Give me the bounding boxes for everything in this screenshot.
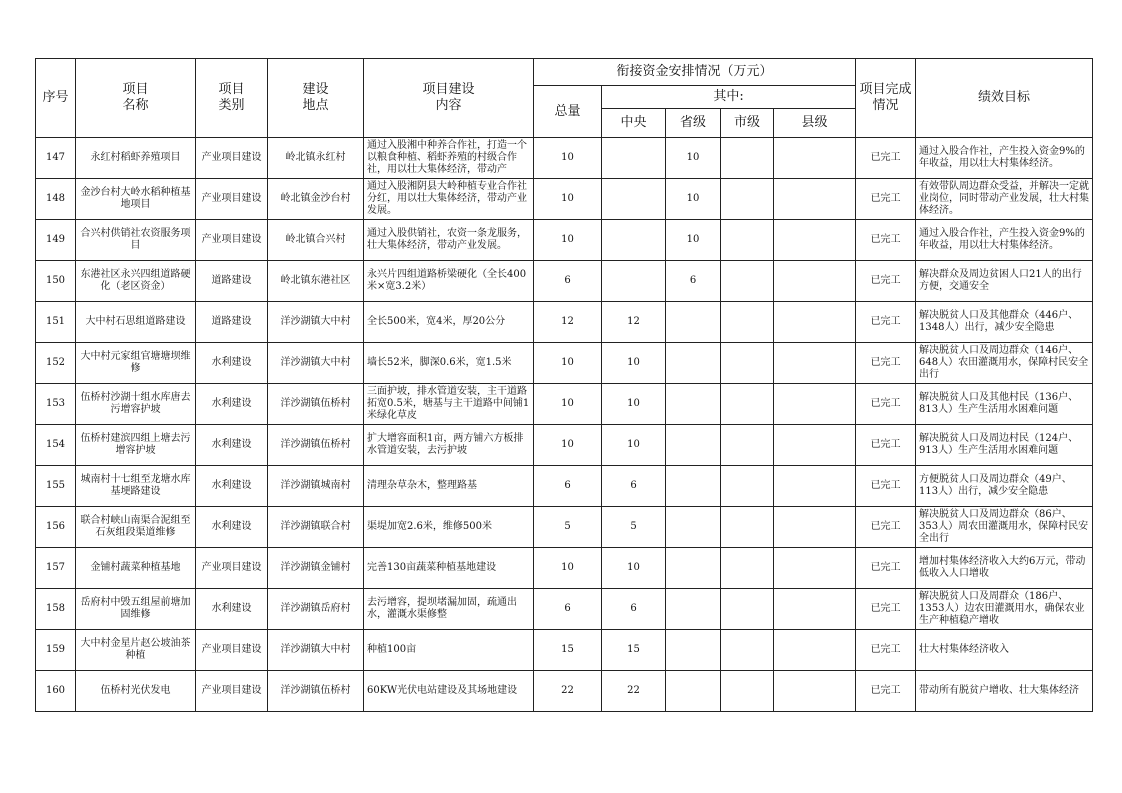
cell-status: 已完工 xyxy=(856,425,916,466)
cell-status: 已完工 xyxy=(856,630,916,671)
cell-seq: 151 xyxy=(36,302,76,343)
cell-location: 岭北镇永红村 xyxy=(268,138,364,179)
cell-total: 6 xyxy=(534,261,602,302)
cell-county xyxy=(774,671,856,712)
cell-content: 60KW光伏电站建设及其场地建设 xyxy=(364,671,534,712)
cell-type: 产业项目建设 xyxy=(196,671,268,712)
cell-total: 10 xyxy=(534,179,602,220)
cell-county xyxy=(774,425,856,466)
cell-target: 解决脱贫人口及其他群众（446户、1348人）出行，减少安全隐患 xyxy=(916,302,1093,343)
cell-provincial: 10 xyxy=(666,220,721,261)
cell-total: 15 xyxy=(534,630,602,671)
cell-status: 已完工 xyxy=(856,507,916,548)
cell-total: 10 xyxy=(534,425,602,466)
cell-type: 道路建设 xyxy=(196,261,268,302)
cell-city xyxy=(721,466,774,507)
cell-content: 墙长52米，脚深0.6米，宽1.5米 xyxy=(364,343,534,384)
cell-seq: 158 xyxy=(36,589,76,630)
cell-seq: 160 xyxy=(36,671,76,712)
cell-target: 解决脱贫人口及周群众（186户、1353人）边农田灌溉用水，确保农业生产种植稳产增收 xyxy=(916,589,1093,630)
cell-total: 10 xyxy=(534,138,602,179)
cell-type: 水利建设 xyxy=(196,343,268,384)
cell-provincial: 10 xyxy=(666,138,721,179)
cell-central: 6 xyxy=(602,589,666,630)
cell-county xyxy=(774,630,856,671)
cell-name: 伍桥村建滨四组上塘去污增容护坡 xyxy=(76,425,196,466)
cell-seq: 156 xyxy=(36,507,76,548)
cell-status: 已完工 xyxy=(856,589,916,630)
cell-content: 完善130亩蔬菜种植基地建设 xyxy=(364,548,534,589)
cell-type: 道路建设 xyxy=(196,302,268,343)
cell-name: 岳府村中毁五组屋前塘加固维修 xyxy=(76,589,196,630)
cell-type: 水利建设 xyxy=(196,425,268,466)
cell-seq: 148 xyxy=(36,179,76,220)
cell-name: 合兴村供销社农资服务项目 xyxy=(76,220,196,261)
table-row xyxy=(36,548,1093,589)
cell-city xyxy=(721,671,774,712)
cell-total: 6 xyxy=(534,466,602,507)
cell-provincial xyxy=(666,466,721,507)
cell-type: 水利建设 xyxy=(196,384,268,425)
cell-central xyxy=(602,220,666,261)
cell-location: 洋沙湖镇伍桥村 xyxy=(268,425,364,466)
cell-status: 已完工 xyxy=(856,138,916,179)
cell-type: 水利建设 xyxy=(196,589,268,630)
cell-provincial: 10 xyxy=(666,179,721,220)
cell-seq: 147 xyxy=(36,138,76,179)
col-header-content: 项目建设 内容 xyxy=(364,59,534,138)
cell-location: 岭北镇合兴村 xyxy=(268,220,364,261)
cell-seq: 159 xyxy=(36,630,76,671)
project-table xyxy=(35,58,1093,712)
table-row xyxy=(36,220,1093,261)
cell-content: 渠堤加宽2.6米，维修500米 xyxy=(364,507,534,548)
cell-county xyxy=(774,220,856,261)
table-row xyxy=(36,507,1093,548)
cell-type: 产业项目建设 xyxy=(196,548,268,589)
cell-content: 去污增容，提坝堵漏加固，疏通出水，灌溉水渠修整 xyxy=(364,589,534,630)
cell-provincial xyxy=(666,507,721,548)
cell-city xyxy=(721,220,774,261)
cell-county xyxy=(774,466,856,507)
table-body xyxy=(36,138,1093,712)
cell-provincial xyxy=(666,343,721,384)
cell-location: 洋沙湖镇伍桥村 xyxy=(268,384,364,425)
cell-name: 伍桥村光伏发电 xyxy=(76,671,196,712)
cell-status: 已完工 xyxy=(856,302,916,343)
table-row xyxy=(36,179,1093,220)
cell-central: 10 xyxy=(602,343,666,384)
cell-content: 永兴片四组道路桥梁硬化（全长400米×宽3.2米） xyxy=(364,261,534,302)
cell-seq: 149 xyxy=(36,220,76,261)
cell-seq: 153 xyxy=(36,384,76,425)
cell-total: 10 xyxy=(534,343,602,384)
cell-central: 10 xyxy=(602,548,666,589)
table-row xyxy=(36,589,1093,630)
cell-central: 5 xyxy=(602,507,666,548)
cell-county xyxy=(774,548,856,589)
cell-central: 10 xyxy=(602,425,666,466)
cell-provincial xyxy=(666,671,721,712)
cell-name: 永红村稻虾养殖项目 xyxy=(76,138,196,179)
cell-total: 22 xyxy=(534,671,602,712)
cell-content: 全长500米，宽4米，厚20公分 xyxy=(364,302,534,343)
cell-seq: 152 xyxy=(36,343,76,384)
col-header-location: 建设 地点 xyxy=(268,59,364,138)
table-row xyxy=(36,671,1093,712)
cell-seq: 157 xyxy=(36,548,76,589)
col-header-central: 中央 xyxy=(602,109,666,138)
cell-target: 带动所有脱贫户增收、壮大集体经济 xyxy=(916,671,1093,712)
cell-county xyxy=(774,507,856,548)
cell-content: 通过入股湘中种养合作社，打造一个以粮食种植、稻虾养殖的村级合作社，用以壮大集体经济，带动产 xyxy=(364,138,534,179)
col-header-of-which: 其中: xyxy=(602,86,856,109)
table-row xyxy=(36,302,1093,343)
cell-name: 金铺村蔬菜种植基地 xyxy=(76,548,196,589)
cell-target: 解决脱贫人口及其他村民（136户、813人）生产生活用水困难问题 xyxy=(916,384,1093,425)
table-row xyxy=(36,384,1093,425)
col-header-provincial: 省级 xyxy=(666,109,721,138)
cell-status: 已完工 xyxy=(856,548,916,589)
cell-content: 扩大增容面积1亩，两方铺六方板排水管道安装，去污护坡 xyxy=(364,425,534,466)
cell-central xyxy=(602,261,666,302)
cell-location: 洋沙湖镇大中村 xyxy=(268,343,364,384)
cell-central xyxy=(602,138,666,179)
cell-type: 水利建设 xyxy=(196,507,268,548)
cell-total: 10 xyxy=(534,384,602,425)
cell-city xyxy=(721,302,774,343)
cell-target: 通过入股合作社，产生投入资金9%的年收益，用以壮大村集体经济。 xyxy=(916,138,1093,179)
cell-city xyxy=(721,630,774,671)
cell-city xyxy=(721,261,774,302)
cell-status: 已完工 xyxy=(856,220,916,261)
cell-target: 增加村集体经济收入大约6万元，带动低收入人口增收 xyxy=(916,548,1093,589)
cell-target: 解决脱贫人口及周边群众（86户、353人）周农田灌溉用水，保障村民安全出行 xyxy=(916,507,1093,548)
cell-status: 已完工 xyxy=(856,384,916,425)
col-header-city: 市级 xyxy=(721,109,774,138)
cell-content: 三面护坡，排水管道安装，主干道路拓宽0.5米，塘基与主干道路中间铺1米绿化草皮 xyxy=(364,384,534,425)
col-header-type: 项目 类别 xyxy=(196,59,268,138)
cell-county xyxy=(774,589,856,630)
cell-provincial xyxy=(666,302,721,343)
cell-city xyxy=(721,548,774,589)
cell-type: 产业项目建设 xyxy=(196,220,268,261)
col-header-status: 项目完成 情况 xyxy=(856,59,916,138)
cell-provincial xyxy=(666,384,721,425)
cell-content: 通过入股湘阴县大岭种植专业合作社分红，用以壮大集体经济，带动产业发展。 xyxy=(364,179,534,220)
cell-total: 10 xyxy=(534,548,602,589)
cell-central: 15 xyxy=(602,630,666,671)
cell-city xyxy=(721,138,774,179)
cell-target: 壮大村集体经济收入 xyxy=(916,630,1093,671)
cell-total: 5 xyxy=(534,507,602,548)
cell-provincial xyxy=(666,548,721,589)
cell-name: 大中村元家组官塘塘坝维修 xyxy=(76,343,196,384)
cell-location: 洋沙湖镇大中村 xyxy=(268,630,364,671)
cell-name: 大中村石思组道路建设 xyxy=(76,302,196,343)
cell-city xyxy=(721,589,774,630)
table-row xyxy=(36,425,1093,466)
cell-content: 通过入股供销社，农资一条龙服务，壮大集体经济，带动产业发展。 xyxy=(364,220,534,261)
col-header-seq: 序号 xyxy=(36,59,76,138)
table-row xyxy=(36,261,1093,302)
table-row xyxy=(36,138,1093,179)
cell-type: 产业项目建设 xyxy=(196,630,268,671)
cell-target: 解决脱贫人口及周边群众（146户、648人）农田灌溉用水，保障村民安全出行 xyxy=(916,343,1093,384)
cell-content: 清理杂草杂木，整理路基 xyxy=(364,466,534,507)
cell-central xyxy=(602,179,666,220)
cell-location: 洋沙湖镇城南村 xyxy=(268,466,364,507)
cell-county xyxy=(774,261,856,302)
cell-name: 金沙台村大岭水稻种植基地项目 xyxy=(76,179,196,220)
cell-central: 22 xyxy=(602,671,666,712)
cell-status: 已完工 xyxy=(856,466,916,507)
cell-content: 种植100亩 xyxy=(364,630,534,671)
cell-seq: 154 xyxy=(36,425,76,466)
cell-central: 12 xyxy=(602,302,666,343)
cell-city xyxy=(721,179,774,220)
col-header-funding: 衔接资金安排情况（万元） xyxy=(534,59,856,86)
cell-name: 联合村峡山南渠合泥组至石灰组段渠道维修 xyxy=(76,507,196,548)
cell-name: 伍桥村沙湖十组水库唐去污增容护坡 xyxy=(76,384,196,425)
cell-county xyxy=(774,138,856,179)
cell-county xyxy=(774,384,856,425)
cell-county xyxy=(774,179,856,220)
cell-location: 岭北镇金沙台村 xyxy=(268,179,364,220)
cell-name: 城南村十七组至龙塘水库基埂路建设 xyxy=(76,466,196,507)
cell-location: 洋沙湖镇金铺村 xyxy=(268,548,364,589)
cell-total: 10 xyxy=(534,220,602,261)
cell-central: 6 xyxy=(602,466,666,507)
cell-total: 12 xyxy=(534,302,602,343)
cell-type: 水利建设 xyxy=(196,466,268,507)
cell-target: 通过入股合作社，产生投入资金9%的年收益，用以壮大村集体经济。 xyxy=(916,220,1093,261)
cell-city xyxy=(721,384,774,425)
cell-target: 方便脱贫人口及周边群众（49户、113人）出行，减少安全隐患 xyxy=(916,466,1093,507)
cell-provincial xyxy=(666,630,721,671)
cell-name: 东港社区永兴四组道路硬化（老区资金） xyxy=(76,261,196,302)
cell-type: 产业项目建设 xyxy=(196,179,268,220)
cell-status: 已完工 xyxy=(856,261,916,302)
cell-target: 解决群众及周边贫困人口21人的出行方便，交通安全 xyxy=(916,261,1093,302)
cell-total: 6 xyxy=(534,589,602,630)
cell-status: 已完工 xyxy=(856,179,916,220)
table-row xyxy=(36,466,1093,507)
cell-target: 解决脱贫人口及周边村民（124户、913人）生产生活用水困难问题 xyxy=(916,425,1093,466)
cell-county xyxy=(774,302,856,343)
col-header-total: 总量 xyxy=(534,86,602,138)
cell-location: 洋沙湖镇岳府村 xyxy=(268,589,364,630)
table-row xyxy=(36,343,1093,384)
col-header-county: 县级 xyxy=(774,109,856,138)
cell-city xyxy=(721,343,774,384)
cell-provincial xyxy=(666,425,721,466)
cell-seq: 155 xyxy=(36,466,76,507)
cell-city xyxy=(721,507,774,548)
cell-county xyxy=(774,343,856,384)
cell-seq: 150 xyxy=(36,261,76,302)
cell-provincial xyxy=(666,589,721,630)
cell-type: 产业项目建设 xyxy=(196,138,268,179)
cell-status: 已完工 xyxy=(856,343,916,384)
col-header-target: 绩效目标 xyxy=(916,59,1093,138)
cell-location: 岭北镇东港社区 xyxy=(268,261,364,302)
cell-central: 10 xyxy=(602,384,666,425)
cell-status: 已完工 xyxy=(856,671,916,712)
cell-location: 洋沙湖镇伍桥村 xyxy=(268,671,364,712)
cell-provincial: 6 xyxy=(666,261,721,302)
cell-target: 有效带队周边群众受益，并解决一定就业岗位，同时带动产业发展，壮大村集体经济。 xyxy=(916,179,1093,220)
table-row xyxy=(36,630,1093,671)
cell-city xyxy=(721,425,774,466)
cell-name: 大中村金星片赵公坡油茶种植 xyxy=(76,630,196,671)
cell-location: 洋沙湖镇联合村 xyxy=(268,507,364,548)
col-header-name: 项目 名称 xyxy=(76,59,196,138)
cell-location: 洋沙湖镇大中村 xyxy=(268,302,364,343)
